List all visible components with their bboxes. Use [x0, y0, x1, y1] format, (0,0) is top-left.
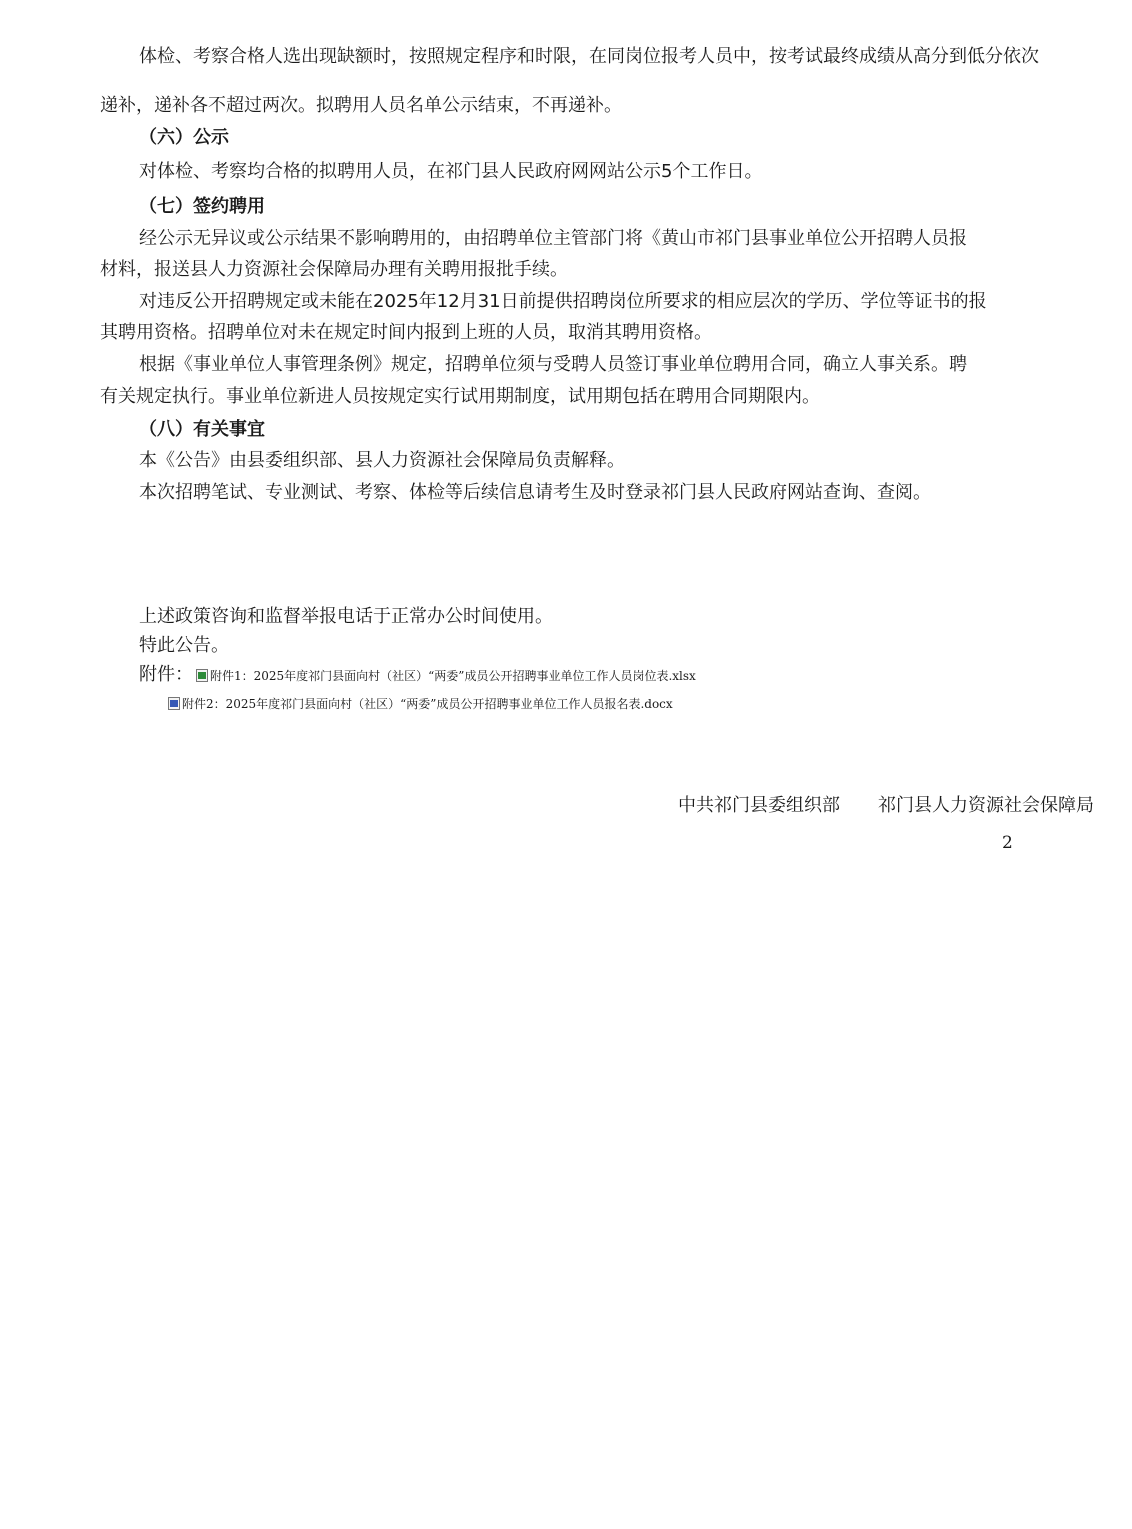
paragraph-text: 特此公告。 — [139, 635, 229, 656]
signature-block — [678, 794, 1094, 818]
signature-org-1: 中共祁门县委组织部 — [678, 795, 840, 816]
paragraph-line — [100, 605, 1015, 629]
section-heading-6 — [100, 126, 1015, 150]
word-file-icon — [168, 697, 180, 710]
paragraph-line — [100, 481, 1015, 505]
paragraph-text: 根据《事业单位人事管理条例》规定，招聘单位须与受聘人员签订事业单位聘用合同，确立人事关系。聘 — [139, 354, 967, 375]
paragraph-text: 体检、考察合格人选出现缺额时，按照规定程序和时限，在同岗位报考人员中，按考试最终成绩从高分到低分依次 — [139, 46, 1039, 67]
attachment-filename[interactable]: 附件2：2025年度祁门县面向村（社区）“两委”成员公开招聘事业单位工作人员报名表.docx — [182, 697, 673, 711]
section-heading-text: （六）公示 — [139, 127, 229, 148]
paragraph-line — [100, 290, 1015, 314]
paragraph-line — [100, 227, 1015, 251]
page-number: 2 — [1002, 833, 1013, 853]
paragraph-text: 本《公告》由县委组织部、县人力资源社会保障局负责解释。 — [139, 450, 625, 471]
paragraph-line — [100, 258, 1015, 282]
paragraph-line — [100, 321, 1015, 345]
paragraph-text: 其聘用资格。招聘单位对未在规定时间内报到上班的人员，取消其聘用资格。 — [100, 322, 712, 343]
paragraph-line — [100, 160, 1015, 184]
paragraph-line — [100, 94, 1015, 118]
paragraph-text: 有关规定执行。事业单位新进人员按规定实行试用期制度，试用期包括在聘用合同期限内。 — [100, 386, 820, 407]
paragraph-text: 对违反公开招聘规定或未能在2025年12月31日前提供招聘岗位所要求的相应层次的学历、学位等证书的报 — [139, 291, 987, 312]
section-heading-text: （八）有关事宜 — [139, 419, 265, 440]
section-heading-text: （七）签约聘用 — [139, 196, 265, 217]
cut-off-paragraph-line — [100, 46, 1039, 82]
section-heading-7 — [100, 195, 1015, 219]
paragraph-text: 对体检、考察均合格的拟聘用人员，在祁门县人民政府网网站公示5个工作日。 — [139, 161, 763, 182]
paragraph-line — [100, 353, 1015, 377]
attachment-label: 附件： — [139, 664, 193, 685]
signature-org-2: 祁门县人力资源社会保障局 — [878, 795, 1094, 816]
paragraph-text: 递补，递补各不超过两次。拟聘用人员名单公示结束，不再递补。 — [100, 95, 622, 116]
paragraph-line — [100, 449, 1015, 473]
paragraph-text: 材料，报送县人力资源社会保障局办理有关聘用报批手续。 — [100, 259, 568, 280]
paragraph-line — [100, 385, 1015, 409]
attachment-link-1[interactable] — [196, 668, 696, 684]
paragraph-text: 经公示无异议或公示结果不影响聘用的，由招聘单位主管部门将《黄山市祁门县事业单位公开招聘人员报 — [139, 228, 967, 249]
paragraph-text: 上述政策咨询和监督举报电话于正常办公时间使用。 — [139, 606, 553, 627]
attachment-link-2[interactable] — [168, 696, 673, 712]
attachment-filename[interactable]: 附件1：2025年度祁门县面向村（社区）“两委”成员公开招聘事业单位工作人员岗位表.xlsx — [210, 669, 696, 683]
paragraph-line — [100, 634, 1015, 658]
paragraph-text: 本次招聘笔试、专业测试、考察、体检等后续信息请考生及时登录祁门县人民政府网站查询、查阅。 — [139, 482, 931, 503]
excel-file-icon — [196, 669, 208, 682]
section-heading-8 — [100, 418, 1015, 442]
